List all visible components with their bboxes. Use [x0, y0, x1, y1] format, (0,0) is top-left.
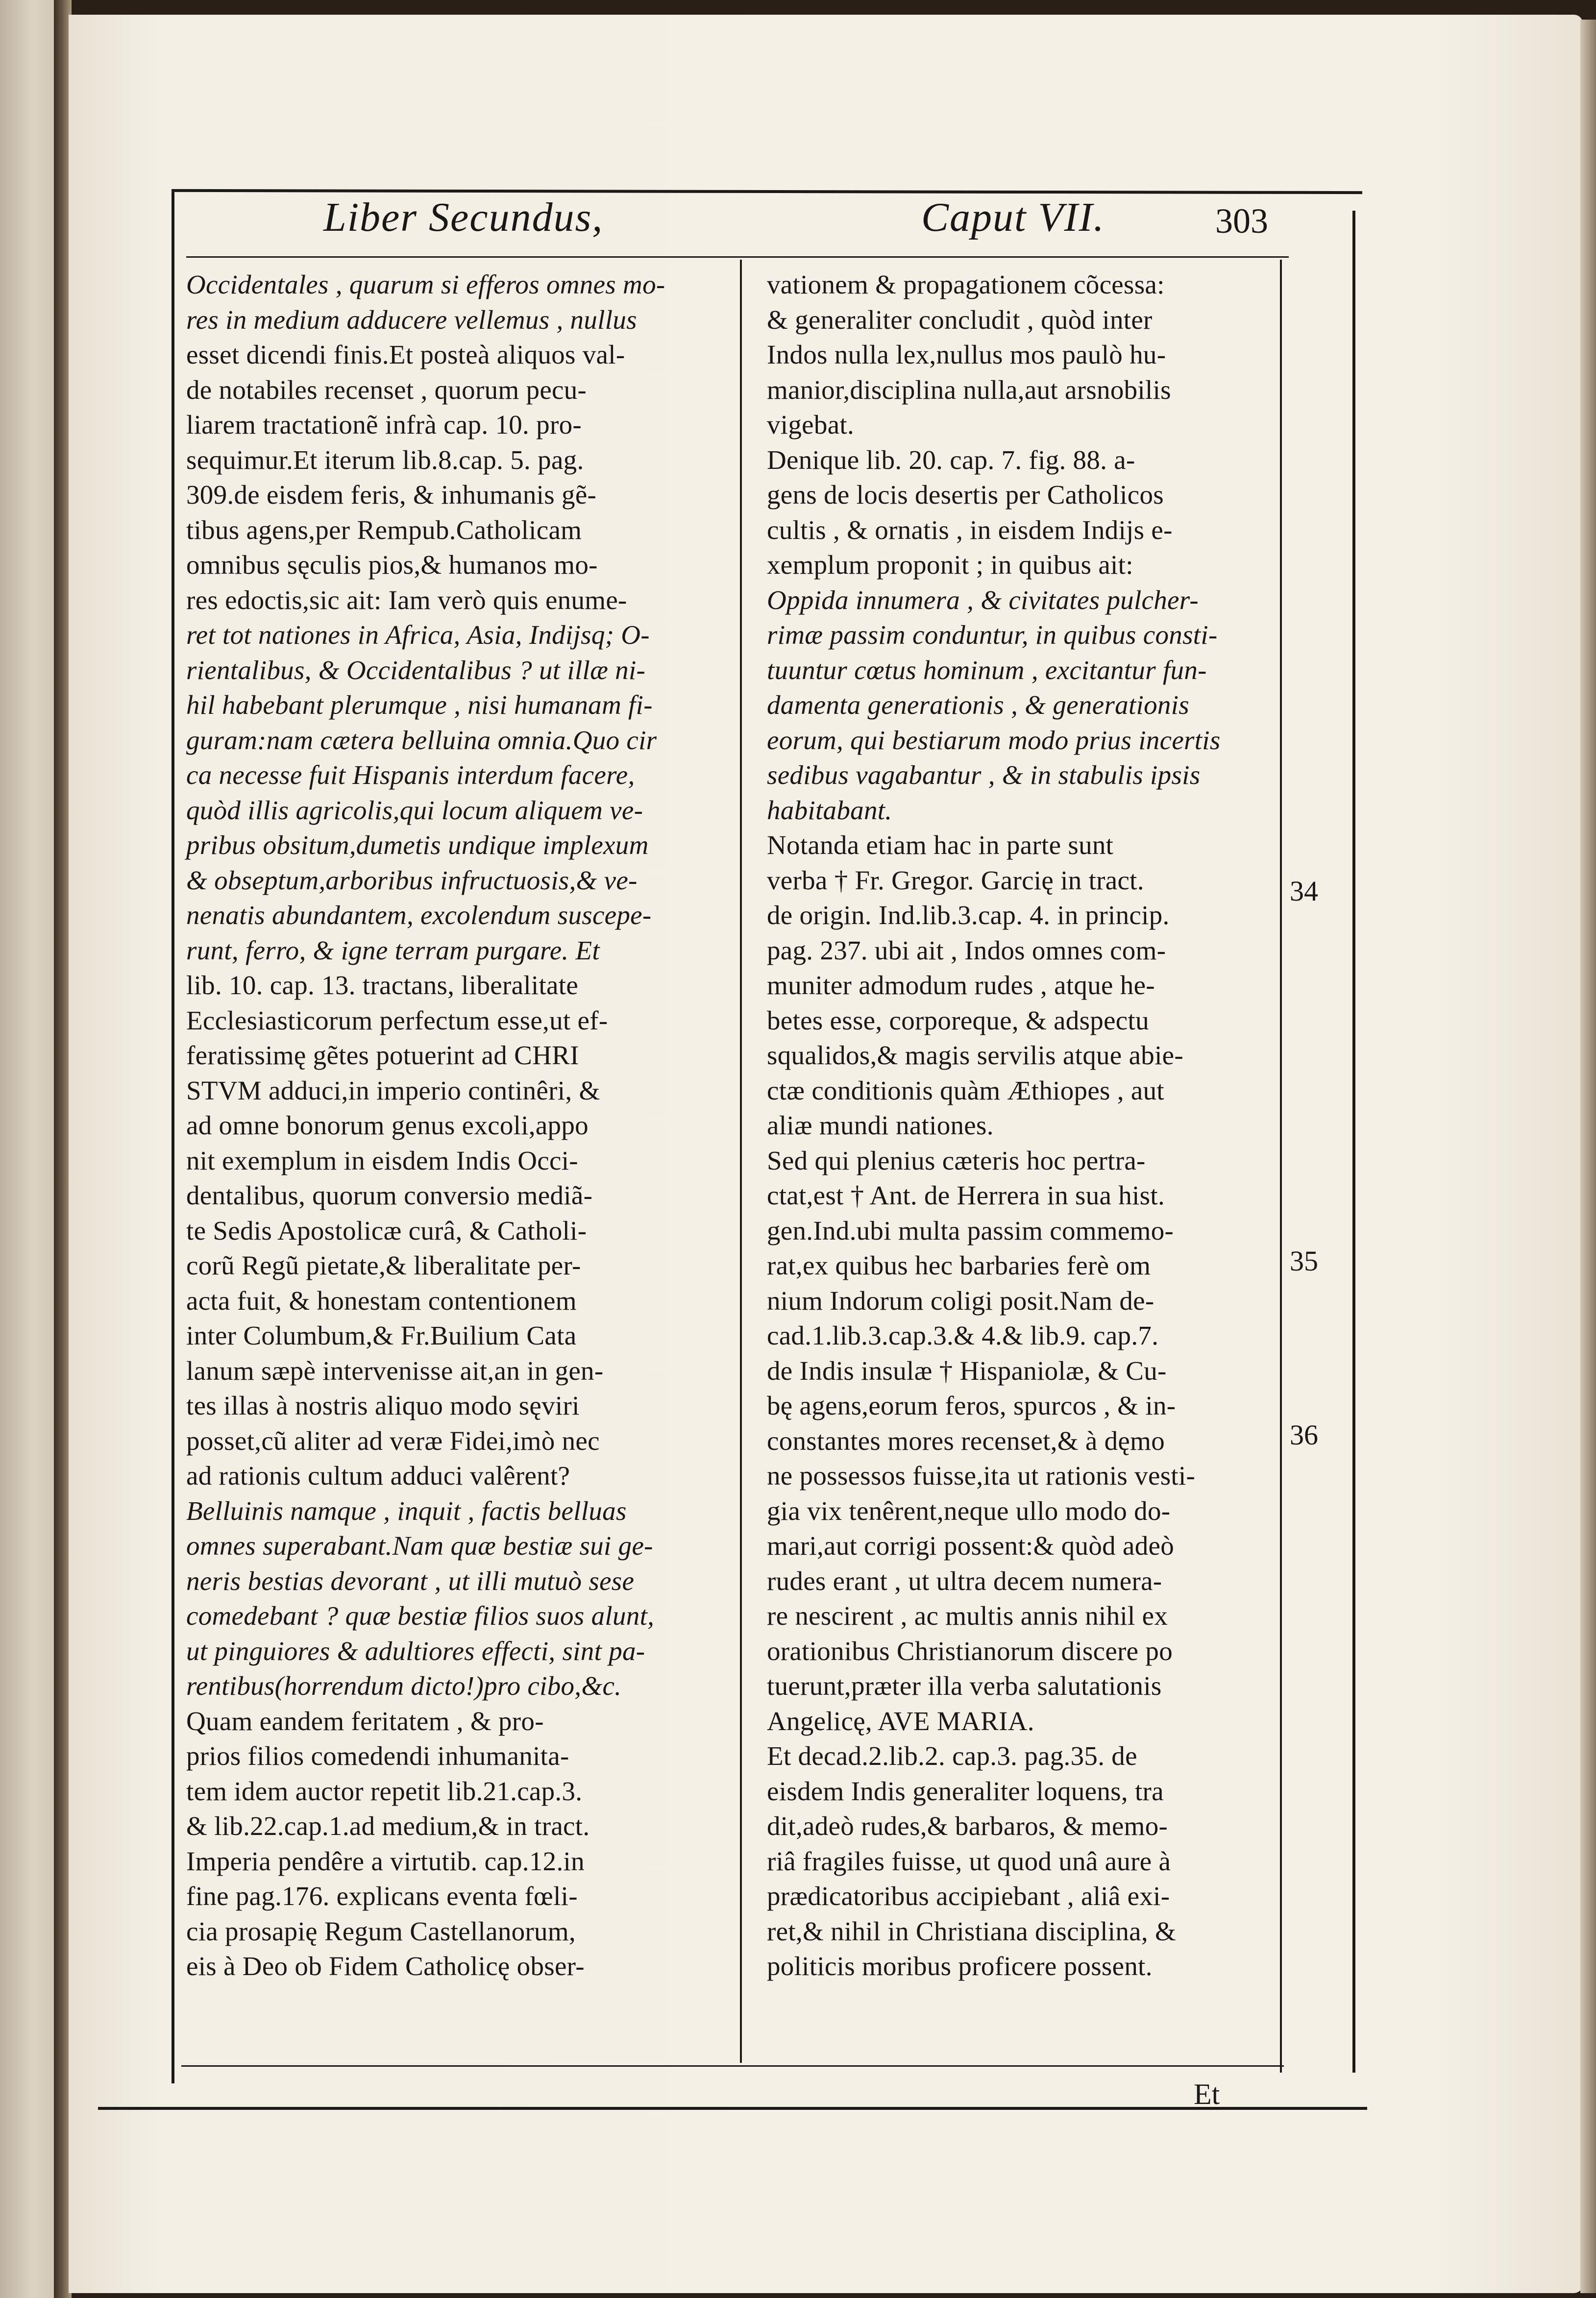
text-line: rudes erant , ut ultra decem numera-: [767, 1565, 1162, 1596]
text-line: aliæ mundi nationes.: [767, 1110, 994, 1140]
text-line: sedibus vagabantur , & in stabulis ipsis: [767, 760, 1201, 790]
text-line: de notabiles recenset , quorum pecu-: [186, 374, 587, 405]
text-line: res in medium adducere vellemus , nullus: [186, 304, 637, 335]
header-under-rule: [186, 256, 1289, 258]
text-line: vigebat.: [767, 410, 855, 440]
text-line: ca necesse fuit Hispanis interdum facere,: [186, 760, 635, 790]
text-line: bę agens,eorum feros, spurcos , & in-: [767, 1391, 1176, 1420]
text-line: nit exemplum in eisdem Indis Occi-: [186, 1145, 578, 1175]
frame-right-rule: [1352, 211, 1355, 2073]
text-line: tem idem auctor repetit lib.21.cap.3.: [186, 1776, 583, 1806]
previous-page-edge: [0, 0, 59, 2298]
text-line: rentibus(horrendum dicto!)pro cibo,&c.: [186, 1671, 622, 1701]
text-line: ret,& nihil in Christiana disciplina, &: [767, 1916, 1177, 1946]
text-line: Et decad.2.lib.2. cap.3. pag.35. de: [767, 1741, 1137, 1771]
text-line: feratissimę gẽtes potuerint ad CHRI: [186, 1040, 579, 1070]
text-line: nenatis abundantem, excolendum suscepe-: [186, 900, 652, 930]
text-line: Indos nulla lex,nullus mos paulò hu-: [767, 340, 1166, 369]
running-head-chapter: Caput VII.: [921, 195, 1105, 240]
text-line: politicis moribus proficere possent.: [767, 1951, 1153, 1981]
page-number: 303: [1215, 201, 1268, 241]
text-line: tuerunt,præter illa verba salutationis: [767, 1671, 1162, 1701]
margin-number: 35: [1290, 1245, 1318, 1277]
text-line: orationibus Christianorum discere po: [767, 1636, 1173, 1666]
page-edge-right: [1580, 20, 1596, 2293]
text-line: eorum, qui bestiarum modo prius incertis: [767, 725, 1221, 755]
text-line: sequimur.Et iterum lib.8.cap. 5. pag.: [186, 444, 584, 475]
frame-left-rule: [172, 192, 174, 2083]
frame-bottom-rule: [98, 2107, 1367, 2110]
text-line: muniter admodum rudes , atque he-: [767, 970, 1155, 1000]
text-line: de origin. Ind.lib.3.cap. 4. in princip.: [767, 900, 1170, 930]
text-line: ret tot nationes in Africa, Asia, Indijsq; O-: [186, 620, 650, 650]
running-head-book: Liber Secundus,: [323, 195, 604, 240]
text-line: nium Indorum coligi posit.Nam de-: [767, 1285, 1154, 1316]
text-line: res edoctis,sic ait: Iam verò quis enume-: [186, 585, 627, 615]
text-line: Notanda etiam hac in parte sunt: [767, 830, 1114, 860]
text-line: pag. 237. ubi ait , Indos omnes com-: [767, 935, 1166, 965]
text-line: cultis , & ornatis , in eisdem Indijs e-: [767, 514, 1173, 545]
text-line: quòd illis agricolis,qui locum aliquem ve-: [186, 795, 643, 825]
footer-rule: [181, 2065, 1284, 2067]
margin-number: 36: [1290, 1419, 1318, 1451]
text-line: comedebant ? quæ bestiæ filios suos alunt,: [186, 1601, 655, 1631]
text-line: & lib.22.cap.1.ad medium,& in tract.: [186, 1811, 590, 1841]
text-line: rientalibus, & Occidentalibus ? ut illæ ni-: [186, 655, 646, 685]
text-line: vationem & propagationem cõcessa:: [767, 269, 1165, 299]
text-line: & obseptum,arboribus infructuosis,& ve-: [186, 865, 638, 895]
text-line: corũ Regũ pietate,& liberalitate per-: [186, 1250, 581, 1280]
text-line: Sed qui plenius cæteris hoc pertra-: [767, 1145, 1146, 1175]
text-line: esset dicendi finis.Et posteà aliquos val-: [186, 340, 625, 369]
text-line: manior,disciplina nulla,aut arsnobilis: [767, 374, 1171, 405]
text-line: pribus obsitum,dumetis undique implexum: [186, 830, 649, 860]
text-line: mari,aut corrigi possent:& quòd adeò: [767, 1531, 1175, 1561]
text-line: Occidentales , quarum si efferos omnes mo-: [186, 269, 665, 299]
text-line: ad rationis cultum adduci valêrent?: [186, 1461, 570, 1491]
text-line: Ecclesiasticorum perfectum esse,ut ef-: [186, 1005, 608, 1035]
text-line: lib. 10. cap. 13. tractans, liberalitate: [186, 970, 579, 1000]
text-line: liarem tractationẽ infrà cap. 10. pro-: [186, 410, 582, 440]
text-line: ctæ conditionis quàm Æthiopes , aut: [767, 1075, 1164, 1105]
text-line: fine pag.176. explicans eventa fœli-: [186, 1881, 578, 1911]
text-line: rat,ex quibus hec barbaries ferè om: [767, 1250, 1151, 1280]
text-line: Quam eandem feritatem , & pro-: [186, 1706, 544, 1736]
text-line: neris bestias devorant , ut illi mutuò sese: [186, 1565, 635, 1596]
text-line: inter Columbum,& Fr.Builium Cata: [186, 1320, 577, 1350]
text-line: dit,adeò rudes,& barbaros, & memo-: [767, 1811, 1168, 1841]
text-line: gen.Ind.ubi multa passim commemo-: [767, 1215, 1174, 1246]
text-line: acta fuit, & honestam contentionem: [186, 1285, 577, 1316]
text-line: cia prosapię Regum Castellanorum,: [186, 1916, 576, 1946]
text-line: verba † Fr. Gregor. Garcię in tract.: [767, 865, 1144, 895]
text-line: betes esse, corporeque, & adspectu: [767, 1005, 1149, 1035]
text-line: omnes superabant.Nam quæ bestiæ sui ge-: [186, 1531, 653, 1561]
text-line: de Indis insulæ † Hispaniolæ, & Cu-: [767, 1355, 1167, 1386]
text-line: eisdem Indis generaliter loquens, tra: [767, 1776, 1164, 1806]
text-line: prædicatoribus accipiebant , aliâ exi-: [767, 1881, 1170, 1911]
text-line: habitabant.: [767, 795, 892, 825]
margin-number: 34: [1290, 875, 1318, 907]
text-line: Denique lib. 20. cap. 7. fig. 88. a-: [767, 444, 1135, 475]
text-line: prios filios comedendi inhumanita-: [186, 1741, 569, 1771]
text-line: ctat,est † Ant. de Herrera in sua hist.: [767, 1180, 1165, 1210]
text-line: Angelicę, AVE MARIA.: [767, 1706, 1034, 1736]
text-line: Imperia pendêre a virtutib. cap.12.in: [186, 1846, 585, 1876]
text-line: damenta generationis , & generationis: [767, 690, 1189, 720]
text-line: STVM adduci,in imperio continêri, &: [186, 1075, 600, 1105]
column-divider-rule: [740, 260, 742, 2063]
text-line: eis à Deo ob Fidem Catholicę obser-: [186, 1951, 585, 1981]
text-line: tuuntur cœtus hominum , excitantur fun-: [767, 655, 1207, 685]
text-line: xemplum proponit ; in quibus ait:: [767, 550, 1133, 580]
left-text-column: [186, 267, 701, 1984]
text-line: riâ fragiles fuisse, ut quod unâ aure à: [767, 1846, 1171, 1876]
text-line: gens de locis desertis per Catholicos: [767, 480, 1164, 510]
text-line: constantes mores recenset,& à dęmo: [767, 1425, 1165, 1456]
right-text-column: [767, 267, 1286, 1984]
text-line: rimæ passim conduntur, in quibus consti-: [767, 620, 1218, 650]
text-line: re nescirent , ac multis annis nihil ex: [767, 1601, 1168, 1631]
text-line: ut pinguiores & adultiores effecti, sint pa-: [186, 1636, 645, 1666]
text-line: ne possessos fuisse,ita ut rationis vesti-: [767, 1461, 1196, 1491]
text-line: posset,cũ aliter ad veræ Fidei,imò nec: [186, 1425, 600, 1456]
text-line: dentalibus, quorum conversio mediã-: [186, 1180, 593, 1210]
text-line: te Sedis Apostolicæ curâ, & Catholi-: [186, 1215, 587, 1246]
text-line: ad omne bonorum genus excoli,appo: [186, 1110, 589, 1140]
text-line: squalidos,& magis servilis atque abie-: [767, 1040, 1183, 1070]
text-line: Oppida innumera , & civitates pulcher-: [767, 585, 1199, 615]
text-line: Belluinis namque , inquit , factis belluas: [186, 1495, 627, 1526]
text-line: & generaliter concludit , quòd inter: [767, 304, 1153, 335]
text-line: guram:nam cætera belluina omnia.Quo cir: [186, 725, 657, 755]
text-line: lanum sæpè intervenisse ait,an in gen-: [186, 1355, 604, 1386]
catchword: Et: [1194, 2078, 1220, 2110]
text-line: 309.de eisdem feris, & inhumanis gẽ-: [186, 480, 597, 510]
text-line: gia vix tenêrent,neque ullo modo do-: [767, 1495, 1171, 1526]
text-line: runt, ferro, & igne terram purgare. Et: [186, 935, 600, 965]
text-line: hil habebant plerumque , nisi humanam fi-: [186, 690, 653, 720]
text-line: tibus agens,per Rempub.Catholicam: [186, 514, 582, 545]
text-line: omnibus sęculis pios,& humanos mo-: [186, 550, 598, 580]
text-line: cad.1.lib.3.cap.3.& 4.& lib.9. cap.7.: [767, 1320, 1159, 1350]
text-line: tes illas à nostris aliquo modo sęviri: [186, 1391, 580, 1420]
